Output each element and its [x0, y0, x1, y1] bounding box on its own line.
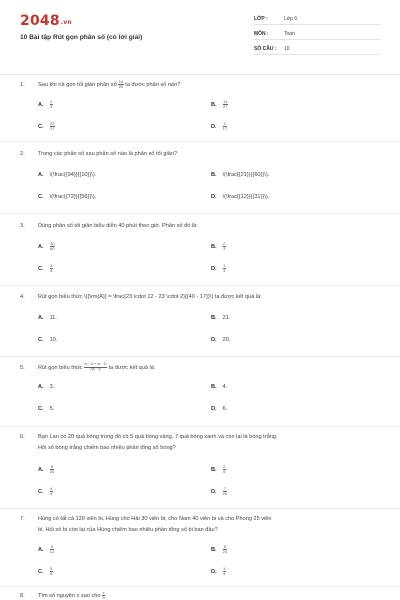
- question-text: [38, 221, 384, 232]
- question-line: bi. Hỏi số bi còn lại của Hùng chiếm bao nhiêu phần tổng số bi ban đầu?: [38, 527, 218, 533]
- question-line: Hỏi số bóng trắng chiếm bao nhiêu phần tổng số bóng?: [38, 445, 176, 451]
- question-divider: [0, 508, 400, 509]
- option-a[interactable]: A. $\frac{40}{60}$: [38, 241, 55, 251]
- question-number: 3.: [20, 223, 25, 229]
- option-b[interactable]: B. $\frac{5}{24}$: [211, 544, 228, 554]
- question-line: ta được phân số nào?: [125, 82, 181, 88]
- question-line: Trong các phân số sau phân số nào là phân số tối giản?: [38, 151, 178, 157]
- question-text: [38, 80, 384, 91]
- option-b[interactable]: B. $\frac{2}{5}$: [211, 464, 226, 474]
- option-b[interactable]: B. \(\frac{{21}}{{60}}\).: [211, 172, 270, 178]
- option-c[interactable]: C. 10.: [38, 337, 58, 343]
- question-text: [38, 149, 384, 160]
- question-text: [38, 363, 384, 374]
- question-fraction: $\frac{x}{5}$: [102, 590, 105, 600]
- question-line: Rút gọn biểu thức: [38, 365, 83, 371]
- option-a[interactable]: A. 3.: [38, 384, 55, 390]
- question-line: Hùng có tất cả 120 viên bi. Hùng cho Hải 30 viên bi, cho Nam 40 viên bi và cho Phong 25 viên: [38, 516, 272, 522]
- site-logo[interactable]: [20, 13, 72, 29]
- document-header: [0, 0, 400, 74]
- question-text: [38, 591, 384, 600]
- option-b[interactable]: B. $\frac{11}{27}$: [211, 99, 228, 109]
- option-c[interactable]: C. $\frac{4}{5}$: [38, 486, 53, 496]
- question-line: Tìm số nguyên x sao cho: [38, 593, 101, 599]
- option-c[interactable]: C. $\frac{22}{27}$: [38, 121, 55, 131]
- header-separator: [0, 74, 400, 75]
- meta-label: SỐ CÂU :: [254, 46, 277, 52]
- question-number: 6.: [20, 434, 25, 440]
- logo-suffix: .vn: [60, 19, 72, 26]
- question-divider: [0, 285, 400, 286]
- question-divider: [0, 141, 400, 142]
- meta-grade: [254, 13, 380, 25]
- option-a[interactable]: A. 11.: [38, 315, 57, 321]
- option-c[interactable]: C. $\frac{5}{6}$: [38, 566, 53, 576]
- question-text: [38, 514, 384, 536]
- question-fraction: $\frac{16}{20}$: [118, 79, 124, 90]
- option-a[interactable]: A. \(\frac{{94}}{{10}}\).: [38, 172, 97, 178]
- question-number: 5.: [20, 365, 25, 371]
- option-d[interactable]: D. $\frac{1}{4}$: [211, 566, 226, 576]
- question-number: 8.: [20, 593, 25, 599]
- option-a[interactable]: A. $\frac{2}{5}$: [38, 99, 53, 109]
- meta-value: 10: [284, 46, 290, 52]
- question-line: Dùng phân số tối giản biểu diễn 40 phút theo giờ. Phân số đó là:: [38, 223, 198, 229]
- question-text: [38, 292, 384, 303]
- meta-question-count: [254, 43, 380, 55]
- option-c[interactable]: C. $\frac{4}{6}$: [38, 263, 53, 273]
- question-number: 4.: [20, 294, 25, 300]
- question-number: 1.: [20, 82, 25, 88]
- meta-label: MÔN :: [254, 31, 269, 37]
- option-d[interactable]: D. $\frac{1}{3}$: [211, 263, 226, 273]
- question-line: Rút gọn biểu thức \({\rm{A}} = \frac{23 \cdot 12 - 23 \cdot 2}{{40 - 17}}\) ta được kết quả là:: [38, 294, 262, 300]
- meta-value: Toán: [284, 31, 295, 37]
- logo-text: 2048: [20, 13, 60, 29]
- question-line: Bạn Lan có 20 quả bóng trong đó có 5 quả bóng vàng, 7 quả bóng xanh và còn lại là bóng trắng.: [38, 434, 278, 440]
- question-divider: [0, 213, 400, 214]
- question-line: Sau khi rút gọn tối giản phân số: [38, 82, 117, 88]
- document-title: 10 Bài tập Rút gọn phân số (có lời giải): [20, 34, 143, 41]
- option-c[interactable]: C. 5.: [38, 406, 55, 412]
- question-number: 7.: [20, 516, 25, 522]
- question-number: 2.: [20, 151, 25, 157]
- option-d[interactable]: D. 20.: [211, 337, 231, 343]
- option-b[interactable]: B. $\frac{2}{3}$: [211, 241, 226, 251]
- question-text: [38, 432, 384, 454]
- meta-label: LỚP :: [254, 16, 268, 22]
- option-d[interactable]: D. $\frac{7}{20}$: [211, 486, 228, 496]
- question-line: ta được kết quả là:: [108, 365, 156, 371]
- option-d[interactable]: D. $\frac{1}{17}$: [211, 121, 228, 131]
- question-divider: [0, 356, 400, 357]
- option-b[interactable]: B. 4.: [211, 384, 228, 390]
- question-divider: [0, 426, 400, 427]
- option-d[interactable]: D. 6.: [211, 406, 228, 412]
- option-c[interactable]: C. \(\frac{{72}}{{56}}\).: [38, 194, 97, 200]
- meta-subject: [254, 28, 380, 40]
- question-fraction: $\frac{\text{6³ · 3² + 6³ · 3²}}{2(6 \cdot 3)}$: [84, 362, 107, 372]
- meta-value: Lớp 6: [284, 16, 298, 22]
- option-b[interactable]: B. 21.: [211, 315, 231, 321]
- question-divider: [0, 586, 400, 587]
- option-a[interactable]: A. $\frac{8}{20}$: [38, 464, 55, 474]
- option-d[interactable]: D. \(\frac{{12}}{{31}}\).: [211, 194, 270, 200]
- option-a[interactable]: A. $\frac{5}{12}$: [38, 544, 55, 554]
